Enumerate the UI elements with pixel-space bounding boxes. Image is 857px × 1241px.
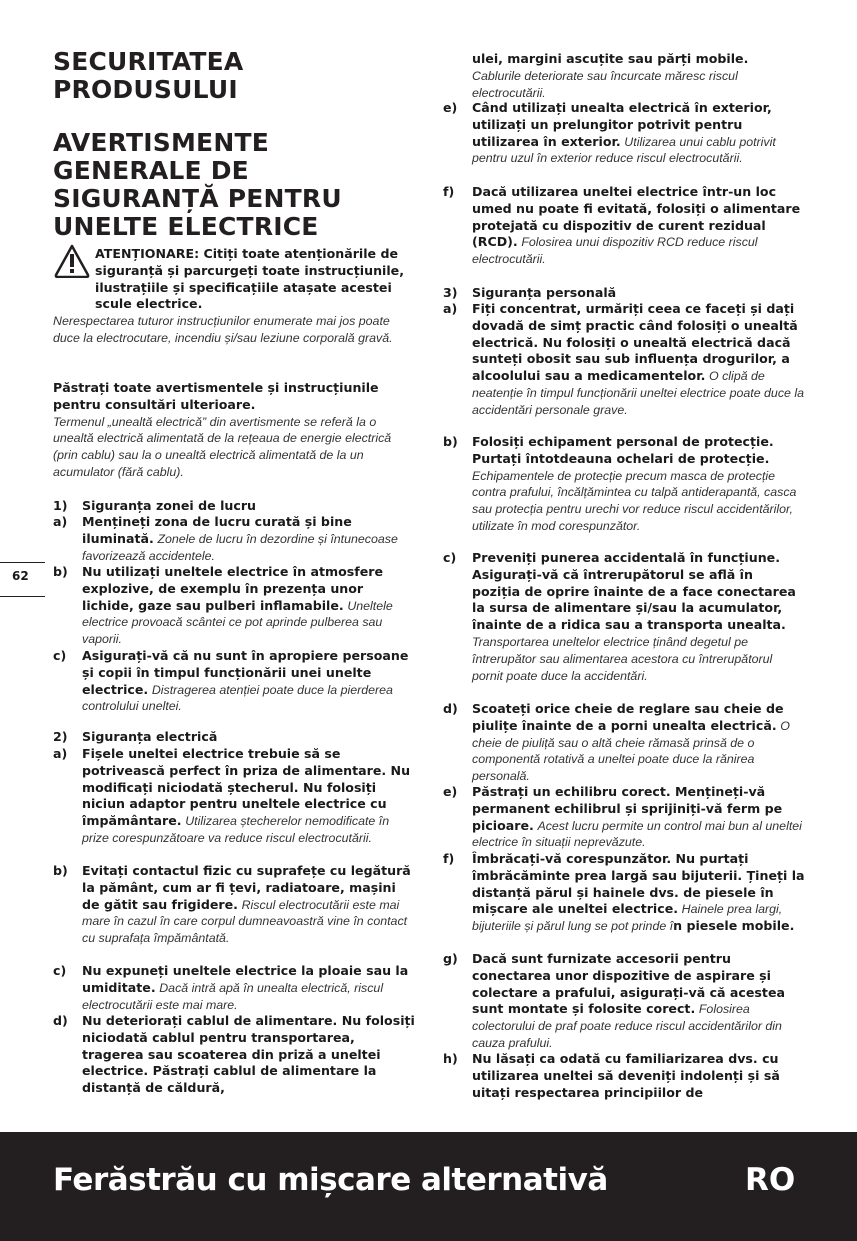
warning-paragraph: [53, 246, 415, 313]
footer-product-title: Ferăstrău cu mișcare alternativă: [53, 1162, 608, 1198]
keep-italic-text: Termenul „unealtă electrică” din avertismente se referă la o unealtă electrică alimentată de la rețeaua de energie electrică (prin cablu) sau la o unealtă electrică alimentată de la un acumulator (fără cablu).: [53, 414, 392, 479]
warning-bold-text: ATENȚIONARE: Citiți toate atenționările de siguranță și parcurgeți toate instrucțiunile, ilustrațiile și specificațiile atașate acestei scule electrice.: [95, 246, 404, 312]
keep-instructions-paragraph: [53, 380, 415, 481]
footer-language-code: RO: [745, 1162, 796, 1198]
page-number: 62: [12, 569, 29, 583]
section-title: SECURITATEA PRODUSULUI: [53, 47, 244, 104]
keep-bold-text: Păstrați toate avertismentele și instrucțiunile pentru consultări ulterioare.: [53, 380, 379, 412]
warnings-title: AVERTISMENTE GENERALE DE SIGURANȚĂ PENTRU UNELTE ELECTRICE: [53, 128, 342, 241]
warning-italic-text: Nerespectarea tuturor instrucțiunilor enumerate mai jos poate duce la electrocutare, incendiu și/sau leziune corporală gravă.: [53, 314, 393, 345]
